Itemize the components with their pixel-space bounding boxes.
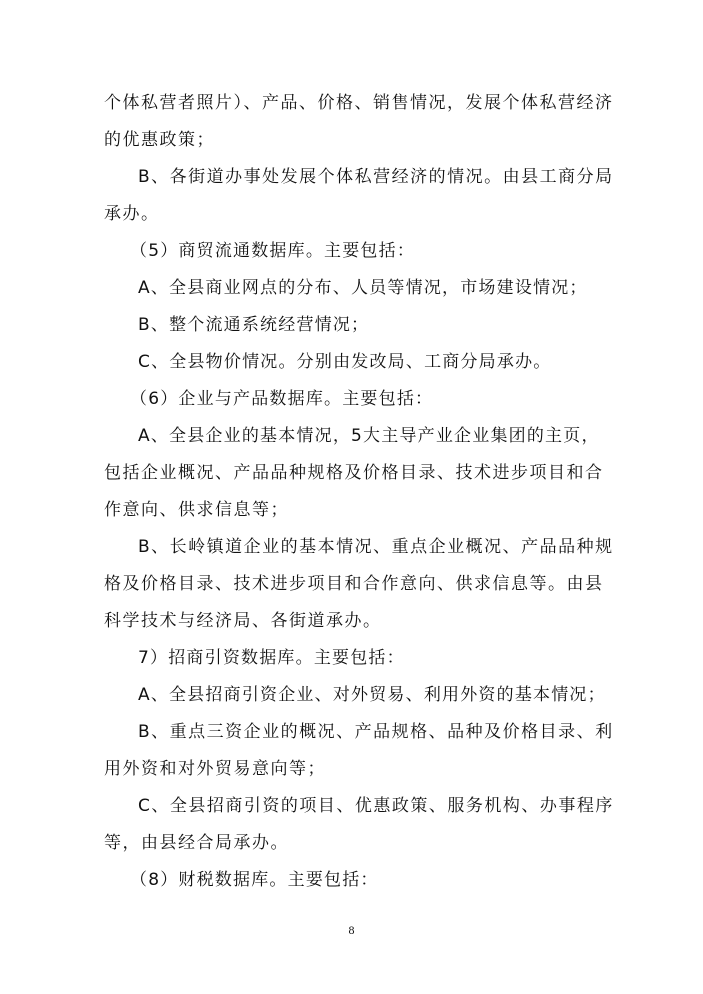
- text-line: B、各街道办事处发展个体私营经济的情况。由县工商分局: [138, 167, 614, 187]
- text-line: B、重点三资企业的概况、产品规格、品种及价格目录、利: [138, 722, 614, 742]
- text-line: （8）财税数据库。主要包括：: [130, 870, 379, 890]
- text-line: 承办。: [104, 204, 160, 224]
- text-line: 格及价格目录、技术进步项目和合作意向、供求信息等。由县: [104, 574, 604, 594]
- text-line: 作意向、供求信息等；: [104, 500, 289, 520]
- text-line: A、全县企业的基本情况，5大主导产业企业集团的主页，: [138, 426, 600, 446]
- text-line: B、整个流通系统经营情况；: [138, 315, 370, 335]
- text-line: 等，由县经合局承办。: [104, 833, 289, 853]
- text-line: A、全县招商引资企业、对外贸易、利用外资的基本情况；: [138, 685, 606, 705]
- text-line: C、全县招商引资的项目、优惠政策、服务机构、办事程序: [138, 796, 614, 816]
- text-line: 包括企业概况、产品品种规格及价格目录、技术进步项目和合: [104, 463, 604, 483]
- text-line: （6）企业与产品数据库。主要包括：: [130, 389, 434, 409]
- text-line: （5）商贸流通数据库。主要包括：: [130, 241, 416, 261]
- text-line: 个体私营者照片）、产品、价格、销售情况，发展个体私营经济: [104, 93, 614, 113]
- page-number: 8: [348, 923, 355, 937]
- text-line: 的优惠政策；: [104, 130, 215, 150]
- text-line: B、长岭镇道企业的基本情况、重点企业概况、产品品种规: [138, 537, 614, 557]
- text-line: 用外资和对外贸易意向等；: [104, 759, 326, 779]
- text-line: A、全县商业网点的分布、人员等情况，市场建设情况；: [138, 278, 588, 298]
- text-line: 7）招商引资数据库。主要包括：: [138, 648, 405, 668]
- text-line: 科学技术与经济局、各街道承办。: [104, 611, 382, 631]
- text-line: C、全县物价情况。分别由发改局、工商分局承办。: [138, 352, 552, 372]
